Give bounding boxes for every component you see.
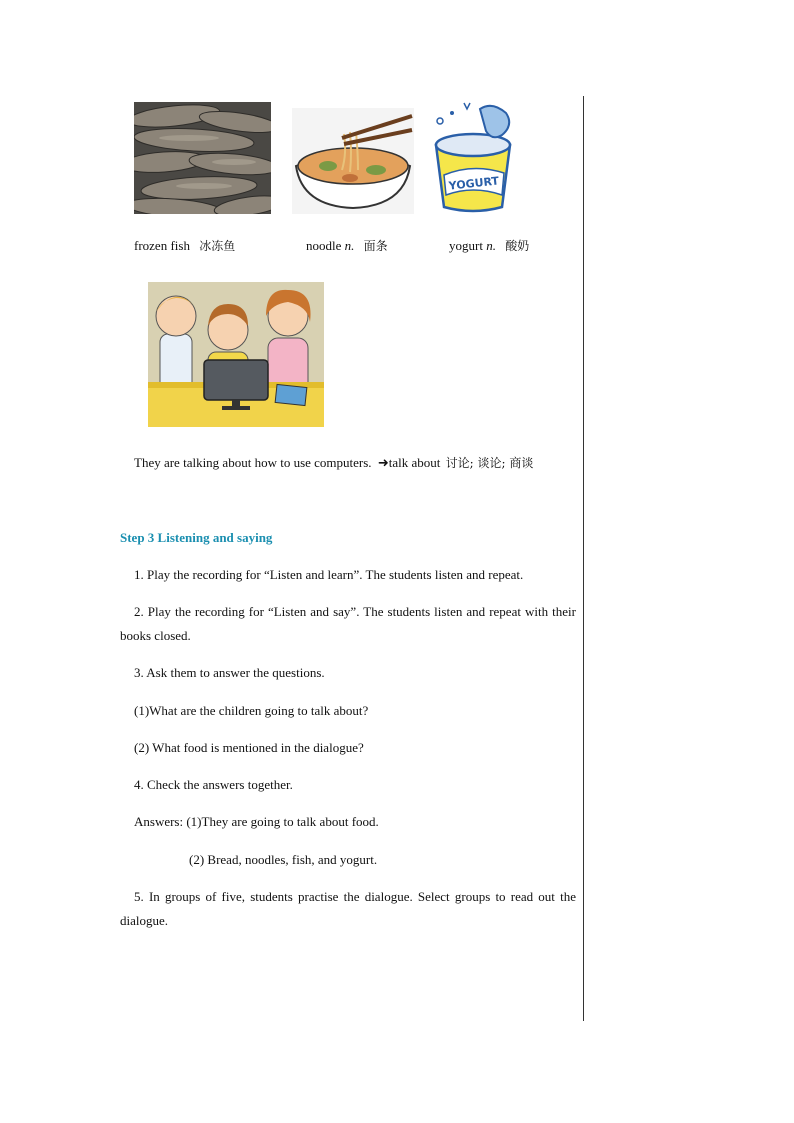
step3-item-4: 4. Check the answers together. xyxy=(134,777,293,792)
image-caption xyxy=(134,455,533,472)
step3-item-2: 2. Play the recording for “Listen and say”. The students listen and repeat with their books closed. xyxy=(120,604,576,643)
vocab-zh: 冰冻鱼 xyxy=(199,239,236,253)
vocab-noodle xyxy=(306,238,388,254)
caption-phrase: talk about xyxy=(388,455,441,470)
answer-1: Answers: (1)They are going to talk about food. xyxy=(134,814,379,829)
vocab-pos: n. xyxy=(486,238,496,253)
caption-sentence: They are talking about how to use computers. xyxy=(134,455,372,470)
vocab-zh: 面条 xyxy=(363,239,388,253)
step3-item-3: 3. Ask them to answer the questions. xyxy=(134,665,325,680)
step3-item-1: 1. Play the recording for “Listen and learn”. The students listen and repeat. xyxy=(134,567,524,582)
question-1: (1)What are the children going to talk about? xyxy=(134,703,369,718)
step3-item-5: 5. In groups of five, students practise the dialogue. Select groups to read out the dialogue. xyxy=(120,889,576,928)
vocab-en: noodle xyxy=(306,238,342,253)
yogurt-image xyxy=(428,99,518,215)
children-computer-image xyxy=(148,282,324,427)
vocab-pos: n. xyxy=(344,238,355,253)
margin-rule xyxy=(583,96,584,1021)
vocab-en: frozen fish xyxy=(134,238,190,253)
step3-heading: Step 3 Listening and saying xyxy=(120,530,273,545)
vocab-yogurt xyxy=(449,238,529,254)
vocab-frozen-fish xyxy=(134,238,235,254)
noodle-bowl-image xyxy=(292,108,414,214)
vocab-zh: 酸奶 xyxy=(505,239,530,253)
caption-zh: 讨论; 谈论; 商谈 xyxy=(445,456,534,470)
yogurt-cup-label: YOGURT xyxy=(448,174,500,193)
answer-2: (2) Bread, noodles, fish, and yogurt. xyxy=(189,852,378,867)
question-2: (2) What food is mentioned in the dialogue? xyxy=(134,740,364,755)
vocab-en: yogurt xyxy=(449,238,483,253)
arrow-icon: ➜ xyxy=(377,456,389,471)
frozen-fish-image xyxy=(134,102,271,214)
